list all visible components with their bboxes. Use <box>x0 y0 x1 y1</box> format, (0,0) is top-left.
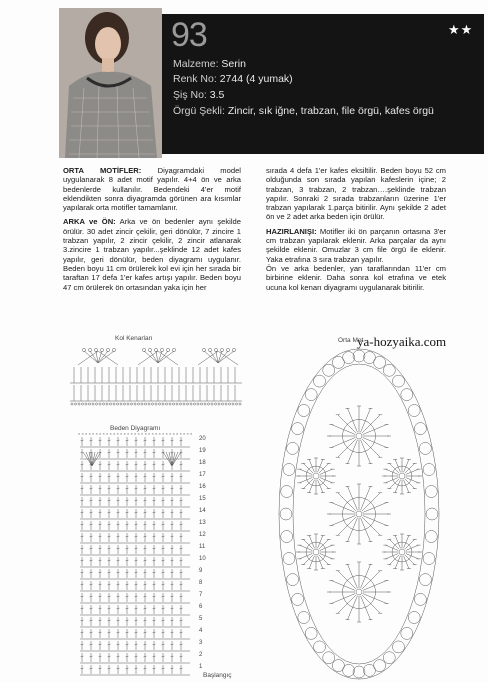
section-text: Diyagramdaki model uygulanarak 8 adet motif yapılır. 4+4 ön ve arka bedenlerde kullanılır. Bedendeki 4'er motif eklendikten sonra diyagramda görünen ara kısımlar yapılarak orta motifler tamamlanır. <box>63 166 241 213</box>
spec-stitch <box>173 105 434 117</box>
spec-value: 2744 (4 yumak) <box>216 73 293 85</box>
svg-text:×: × <box>151 431 154 436</box>
row-number: 6 <box>199 604 203 610</box>
spec-value: 3.5 <box>206 89 225 101</box>
spec-value: Serin <box>218 58 246 70</box>
svg-text:×: × <box>78 431 81 436</box>
row-number: 10 <box>199 556 206 562</box>
kol-kenari-diagram <box>70 345 242 407</box>
section-title: ORTA MOTİFLER: <box>63 166 142 175</box>
assembly-paragraph: Ön ve arka bedenler, yan taraflarından 11'er cm birbirine eklenir. Daha sonra kol etrafına ve etek ucuna kol kenarı diyagramı uygulanarak bitirilir. <box>266 263 446 292</box>
row-number: 20 <box>199 436 206 442</box>
row-number: 15 <box>199 496 206 502</box>
row-number: 11 <box>199 544 206 550</box>
svg-text:×: × <box>162 431 165 436</box>
spec-material <box>173 58 246 70</box>
spec-label: Örgü Şekli: <box>173 105 225 117</box>
svg-text:×: × <box>158 431 161 436</box>
spec-label: Renk No: <box>173 73 217 85</box>
spec-label: Şiş No: <box>173 89 207 101</box>
svg-text:×: × <box>85 431 88 436</box>
row-number: 3 <box>199 640 203 646</box>
svg-text:×: × <box>165 431 168 436</box>
svg-text:×: × <box>109 431 112 436</box>
svg-text:×: × <box>123 431 126 436</box>
row-number: 19 <box>199 448 206 454</box>
row-number: 12 <box>199 532 206 538</box>
row-number: 14 <box>199 508 206 514</box>
svg-text:×: × <box>134 431 137 436</box>
row-number: 18 <box>199 460 206 466</box>
row-number: 7 <box>199 592 203 598</box>
arka-on-paragraph <box>63 217 241 291</box>
baslangic-label: Başlangıç <box>203 672 232 679</box>
beden-diyagrami-chart <box>72 432 197 680</box>
section-text: Arka ve ön bedenler aynı şekilde örülür. 30 adet zincir çekilir, geri dönülür, 7 zincire 1 trabzan yapılır, 2 zincir çekilir, 2 zincir atlanarak 3.zincire 1 trabzan yapılır...şeklinde 12 adet kafes yapılır, geri dönülür, beden diyagramı uygulanır. Beden boyu 11 cm örülerek kol evi için her sırada bir taraftan 17 defa 1'er kafes artışı yapılır. Beden boyu 47 cm örülerek ön ortasından yaka için her <box>63 217 241 292</box>
row-number: 13 <box>199 520 206 526</box>
row-number: 17 <box>199 472 206 478</box>
svg-text:×: × <box>186 431 189 436</box>
row-number: 16 <box>199 484 206 490</box>
svg-text:×: × <box>130 431 133 436</box>
row-number: 5 <box>199 616 203 622</box>
left-text-column <box>63 166 241 295</box>
row-number: 2 <box>199 652 203 658</box>
spec-color <box>173 73 293 85</box>
svg-text:×: × <box>179 431 182 436</box>
section-title: HAZIRLANIŞI: <box>266 226 317 236</box>
svg-text:×: × <box>92 431 95 436</box>
orta-motifler-paragraph <box>63 166 241 212</box>
svg-text:×: × <box>102 431 105 436</box>
svg-text:×: × <box>183 431 186 436</box>
kol-diagram-label: Kol Kenarları <box>115 335 153 342</box>
svg-text:×: × <box>88 431 91 436</box>
svg-text:×: × <box>155 431 158 436</box>
svg-text:×: × <box>190 431 193 436</box>
section-title: ARKA ve ÖN: <box>63 217 116 227</box>
svg-text:×: × <box>120 431 123 436</box>
orta-motif-label: Orta Mot <box>338 337 364 344</box>
hazirlanisi-paragraph <box>266 227 446 264</box>
svg-text:×: × <box>113 431 116 436</box>
svg-text:×: × <box>172 431 175 436</box>
svg-text:×: × <box>95 431 98 436</box>
watermark: ya-hozyaika.com <box>357 334 447 349</box>
row-number: 9 <box>199 568 203 574</box>
model-photo <box>59 8 162 158</box>
row-number-column <box>199 432 215 680</box>
svg-text:×: × <box>106 431 109 436</box>
svg-text:×: × <box>127 431 130 436</box>
svg-text:×: × <box>144 431 147 436</box>
svg-text:×: × <box>116 431 119 436</box>
beden-diagram-label: Beden Diyagramı <box>110 425 161 432</box>
continuation-paragraph: sırada 4 defa 1'er kafes eksiltilir. Beden boyu 52 cm olduğunda son sırada yapılan kafeslerin içine; 2 trabzan, 3 trabzan, 2 trabzan….şeklinde trabzan yapılır. Sonraki 2 sırada trabzanların üzerine 1'er trabzan yapılarak 1.parça bitirilir. Aynı şekilde 2 adet ön ve 2 adet arka beden için örülür. <box>266 166 446 222</box>
spec-needle <box>173 89 224 101</box>
svg-text:×: × <box>99 431 102 436</box>
right-text-column <box>266 166 446 295</box>
pattern-number: 93 <box>171 16 207 54</box>
svg-text:×: × <box>137 431 140 436</box>
spec-value: Zincir, sık iğne, trabzan, file örgü, kafes örgü <box>224 105 434 117</box>
svg-text:×: × <box>141 431 144 436</box>
row-number: 8 <box>199 580 203 586</box>
section-text: Motifler iki ön parçanın ortasına 3'er cm trabzan yapılarak eklenir. Arka parçalar da aynı şekilde eklenir. Omuzlar 3 cm file örgü ile eklenir. Yaka etrafına 3 sıra trabzan yapılır. <box>266 226 446 264</box>
difficulty-stars: ★★ <box>448 22 474 37</box>
spec-label: Malzeme: <box>173 58 219 70</box>
orta-motif-diagram <box>276 346 442 682</box>
row-number: 4 <box>199 628 203 634</box>
svg-text:×: × <box>176 431 179 436</box>
svg-text:×: × <box>148 431 151 436</box>
svg-text:×: × <box>169 431 172 436</box>
model-photo-drawing <box>59 8 162 158</box>
row-number: 1 <box>199 664 203 670</box>
svg-text:×: × <box>81 431 84 436</box>
